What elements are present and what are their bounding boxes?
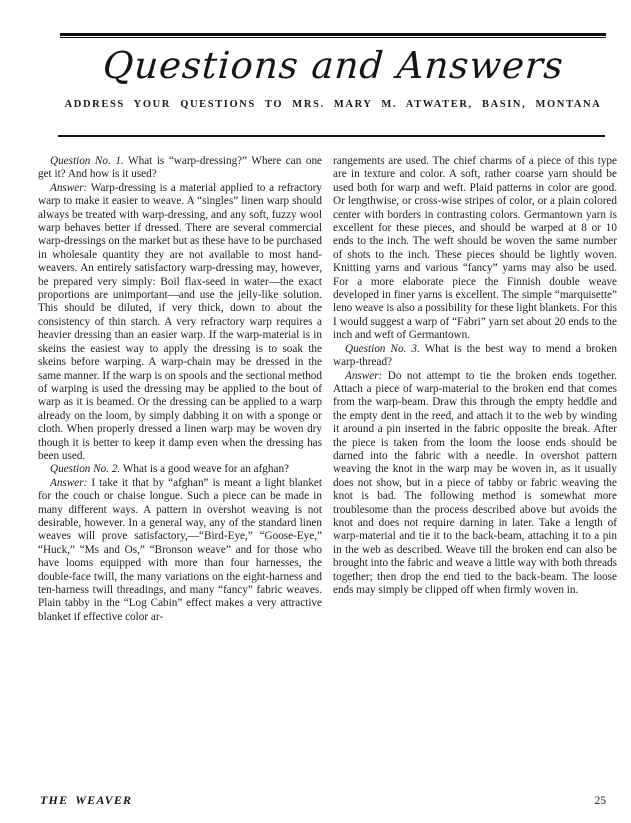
answer-3-lead: Answer: [345, 369, 383, 382]
answer-3-paragraph [333, 370, 617, 598]
answer-2-text: I take it that by “afghan” is meant a light blanket for the couch or chaise longue. Such a piece can be made in many different ways. A pattern in overshot weaving is not desirable, however. In a general way, any of the standard linen weaves will prove satisfactory,—“Bird-Eye,” “Goose-Eye,” “Huck,” “Ms and Os,” “Bronson weave” and for those who have looms equipped with more than four harnesses, the double-face twill, the many variations on the eight-harness and ten-harness twill threadings, and many “fancy” fabric weaves. Plain tabby in the “Log Cabin” effect makes a very attractive blanket if effective color ar- [38, 476, 322, 623]
answer-1-text: Warp-dressing is a material applied to a refractory warp to make it easier to weave. A “singles” linen warp should always be treated with warp-dressing, and any soft, fuzzy wool warp behaves better if dressed. There are several commercial warp-dressings on the market but as these have to be purchased in wholesale quantity they are not available to most hand-weavers. An entirely satisfactory warp-dressing may, however, be prepared very simply: Boil flax-seed in water—the exact proportions are unimportant—and use the jelly-like solution. This should be diluted, if very thick, down to about the consistency of thin starch. A very refractory warp requires a heavier dressing than an easier warp. If the warp-material is in skeins the easiest way to apply the dressing is to soak the skeins before warping. A warp-chain may be dressed in the same manner. If the warp is on spools and the sectional method of warping is used the dressing may be applied to the bout of warp as it is beamed. Or the dressing can be applied to a warp already on the loom, by simply dabbing it on with a sponge or cloth. When properly dressed a linen warp may be woven dry though it is better to keep it damp even when the dressing has been used. [38, 181, 322, 462]
page-header [60, 46, 606, 110]
page-subtitle: ADDRESS YOUR QUESTIONS TO MRS. MARY M. ATWATER, BASIN, MONTANA [64, 98, 602, 110]
question-1-text: What is “warp-dressing?” Where can one get it? And how is it used? [38, 155, 322, 181]
question-3-lead: Question No. 3. [345, 342, 420, 355]
page-title: Questions and Answers [101, 44, 565, 87]
page-number: 25 [594, 795, 606, 807]
question-3-text: What is the best way to mend a broken warp-thread? [333, 342, 618, 369]
top-rule-thin [60, 37, 606, 38]
answer-2-paragraph [38, 477, 322, 624]
question-2-paragraph [38, 463, 322, 476]
header-divider-rule [58, 135, 605, 137]
answer-1-lead: Answer: [50, 181, 88, 194]
question-1-paragraph [38, 155, 322, 182]
answer-2-continuation-paragraph [333, 155, 617, 343]
right-column [333, 155, 617, 624]
answer-2-lead: Answer: [50, 476, 88, 489]
question-2-text: What is a good weave for an afghan? [120, 463, 290, 476]
answer-2-continuation-text: rangements are used. The chief charms of a piece of this type are in texture and color. A soft, rather coarse yarn should be used both for warp and weft. Plaid patterns in color are good. Or lengthwise, or cross-wise stripes of color, or a plain colored center with borders in contrasting colors. Germantown yarn is excellent for these pieces, and should be warped at 8 or 10 ends to the inch. The weft should be woven the same number of shots to the inch. These pieces should be lightly woven. Knitting yarns and various “fancy” yarns may also be used. For a more elaborate piece the Finnish double weave developed in finer yarns is excellent. The simple “marquisette” leno weave is also a possibility for these light blankets. For this I would suggest a warp of “Fabri” yarn set about 20 ends to the inch and weft of Germantown. [333, 155, 617, 342]
answer-3-text: Do not attempt to tie the broken ends together. Attach a piece of warp-material to the broken end that comes from the warp-beam. Draw this through the empty heddle and the empty dent in the reed, and attach it to the web by winding it around a pin inserted in the fabric opposite the break. After the piece is taken from the loom the loose ends should be darned into the fabric with a needle. In overshot pattern weaving the knot in the warp may be woven in, as it usually does not show, but in a piece of tabby or fabric weaving the knot is bad. The following method is somewhat more troublesome than the process described above but avoids the knot and does not require darning in later. Take a length of warp-material and tie it to the back-beam, attaching it to a pin in the web as described. Weave till the broken end can also be brought into the fabric and weave a little way with both threads together; then drop the end tied to the back-beam. The loose ends may simply be clipped off when firmly woven in. [333, 369, 617, 596]
top-rule-thick [60, 33, 606, 36]
article-body [38, 155, 617, 624]
question-2-lead: Question No. 2. [50, 463, 121, 476]
journal-title: THE WEAVER [40, 793, 133, 807]
question-3-paragraph [333, 343, 617, 370]
answer-1-paragraph [38, 182, 322, 464]
top-double-rule [60, 33, 606, 38]
question-1-lead: Question No. 1. [50, 155, 124, 167]
page-footer [40, 793, 606, 808]
left-column [38, 155, 322, 624]
